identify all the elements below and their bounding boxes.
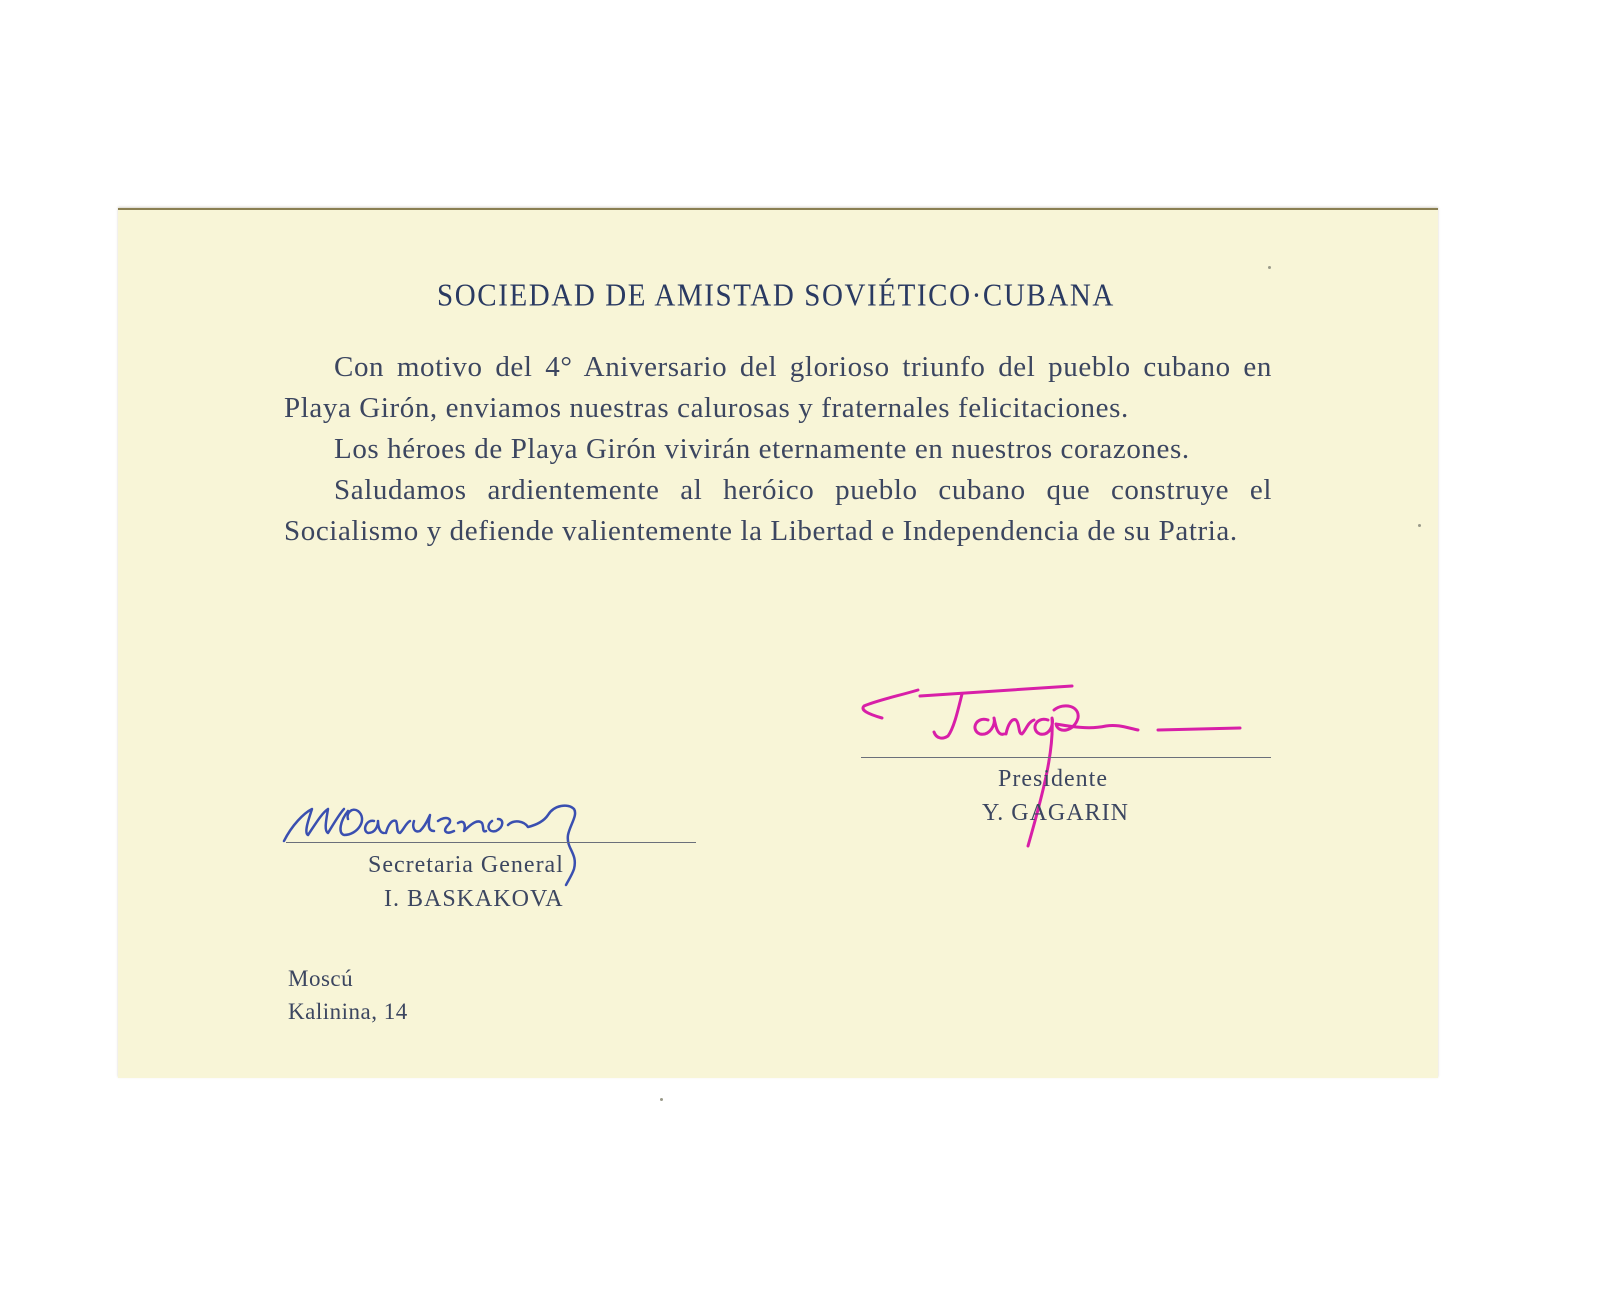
president-name: Y. GAGARIN (982, 800, 1129, 826)
organization-heading: SOCIEDAD DE AMISTAD SOVIÉTICO·CUBANA (437, 278, 1115, 314)
paragraph-heroes: Los héroes de Playa Girón vivirán eternamente en nuestros corazones. (334, 433, 1190, 465)
secretary-role: Secretaria General (368, 852, 564, 878)
president-role: Presidente (998, 766, 1108, 792)
secretary-name: I. BASKAKOVA (384, 886, 564, 912)
paragraph-salute: Saludamos ardientemente al heróico pueblo cubano que construye el Socialismo y defiende valientemente la Libertad e Independencia de su Patria. (284, 474, 1272, 547)
paragraph-congratulations: Con motivo del 4° Aniversario del glorioso triunfo del pueblo cubano en Playa Girón, enviamos nuestras calurosas y fraternales felicitaciones. (284, 351, 1272, 424)
secretary-signature-scrawl-icon (278, 795, 638, 895)
paper-speck (1268, 266, 1271, 269)
president-signature-line (861, 757, 1271, 758)
address-street: Kalinina, 14 (288, 999, 408, 1024)
message-body (284, 347, 1272, 552)
greeting-card (118, 208, 1438, 1078)
address-city: Moscú (288, 966, 354, 991)
secretary-signature-line (286, 842, 696, 843)
address-block (288, 962, 408, 1028)
paper-speck (660, 1098, 663, 1101)
paper-speck (1418, 524, 1421, 527)
